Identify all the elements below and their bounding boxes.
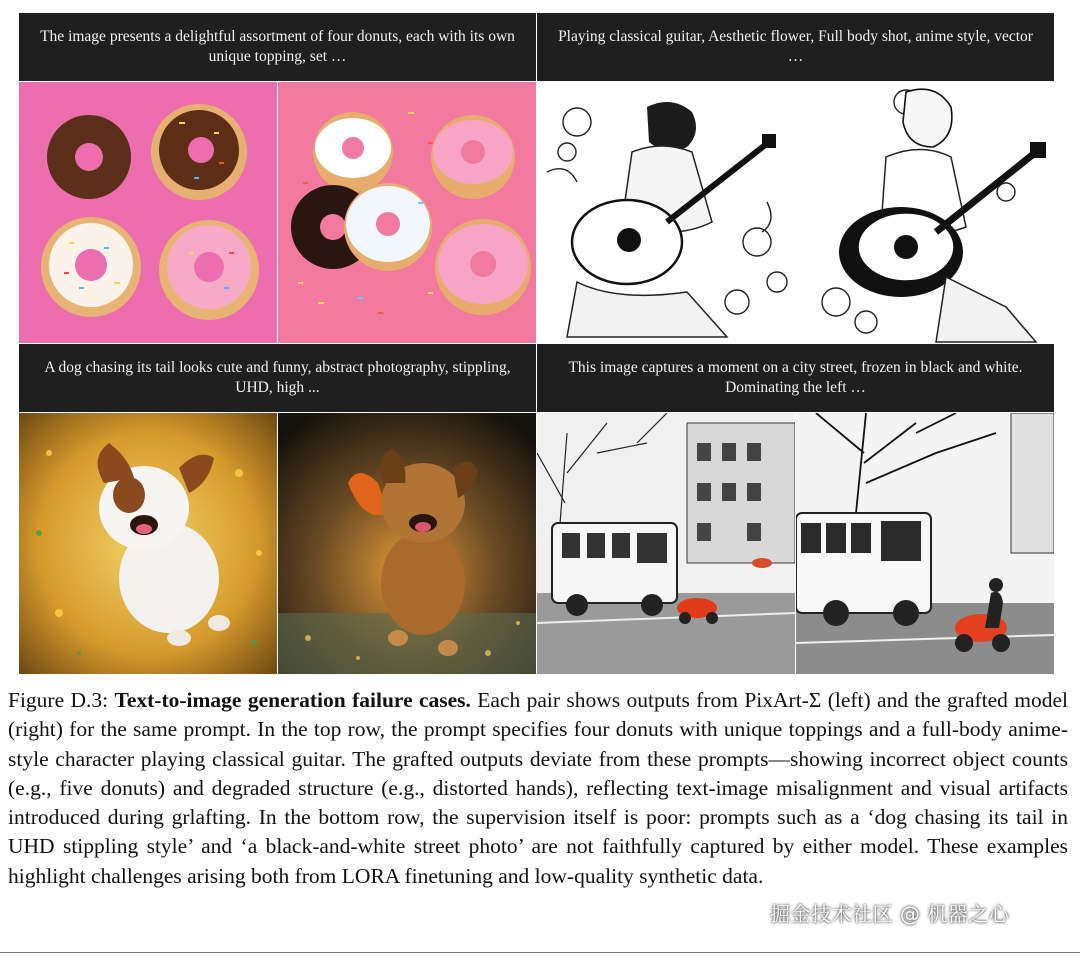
panel-donuts <box>19 13 536 343</box>
image-pixart-dog <box>19 413 277 674</box>
figure-caption <box>8 686 1068 891</box>
image-grafted-street <box>796 413 1054 674</box>
panel-dog <box>19 344 536 674</box>
image-pixart-donuts <box>19 82 277 343</box>
prompt-caption: The image presents a delightful assortment of four donuts, each with its own unique topping, set … <box>19 13 536 81</box>
prompt-caption: Playing classical guitar, Aesthetic flower, Full body shot, anime style, vector … <box>537 13 1054 81</box>
prompt-caption: This image captures a moment on a city street, frozen in black and white. Dominating the left … <box>537 344 1054 412</box>
caption-label: Figure D.3: <box>8 688 109 712</box>
image-grafted-donuts <box>278 82 536 343</box>
panel-street <box>537 344 1054 674</box>
image-pixart-street <box>537 413 795 674</box>
bottom-rule <box>0 952 1080 953</box>
image-grafted-dog <box>278 413 536 674</box>
figure-grid <box>19 13 1055 675</box>
watermark: 掘金技术社区 @ 机器之心 <box>770 902 1010 926</box>
panel-guitar <box>537 13 1054 343</box>
caption-body: Each pair shows outputs from PixArt-Σ (left) and the grafted model (right) for the same prompt. In the top row, the prompt specifies four donuts with unique toppings and a full-body anime-style character playing classical guitar. The grafted outputs deviate from these prompts—showing incorrect object counts (e.g., five donuts) and degraded structure (e.g., distorted hands), reflecting text-image misalignment and visual artifacts introduced during grlafting. In the bottom row, the supervision itself is poor: prompts such as a ‘dog chasing its tail in UHD stippling style’ and ‘a black-and-white street photo’ are not faithfully captured by either model. These examples highlight challenges arising both from LORA finetuning and low-quality synthetic data. <box>8 688 1069 888</box>
caption-title: Text-to-image generation failure cases. <box>114 688 471 712</box>
image-grafted-guitar <box>796 82 1054 343</box>
image-pixart-guitar <box>537 82 795 343</box>
prompt-caption: A dog chasing its tail looks cute and funny, abstract photography, stippling, UHD, high ... <box>19 344 536 412</box>
